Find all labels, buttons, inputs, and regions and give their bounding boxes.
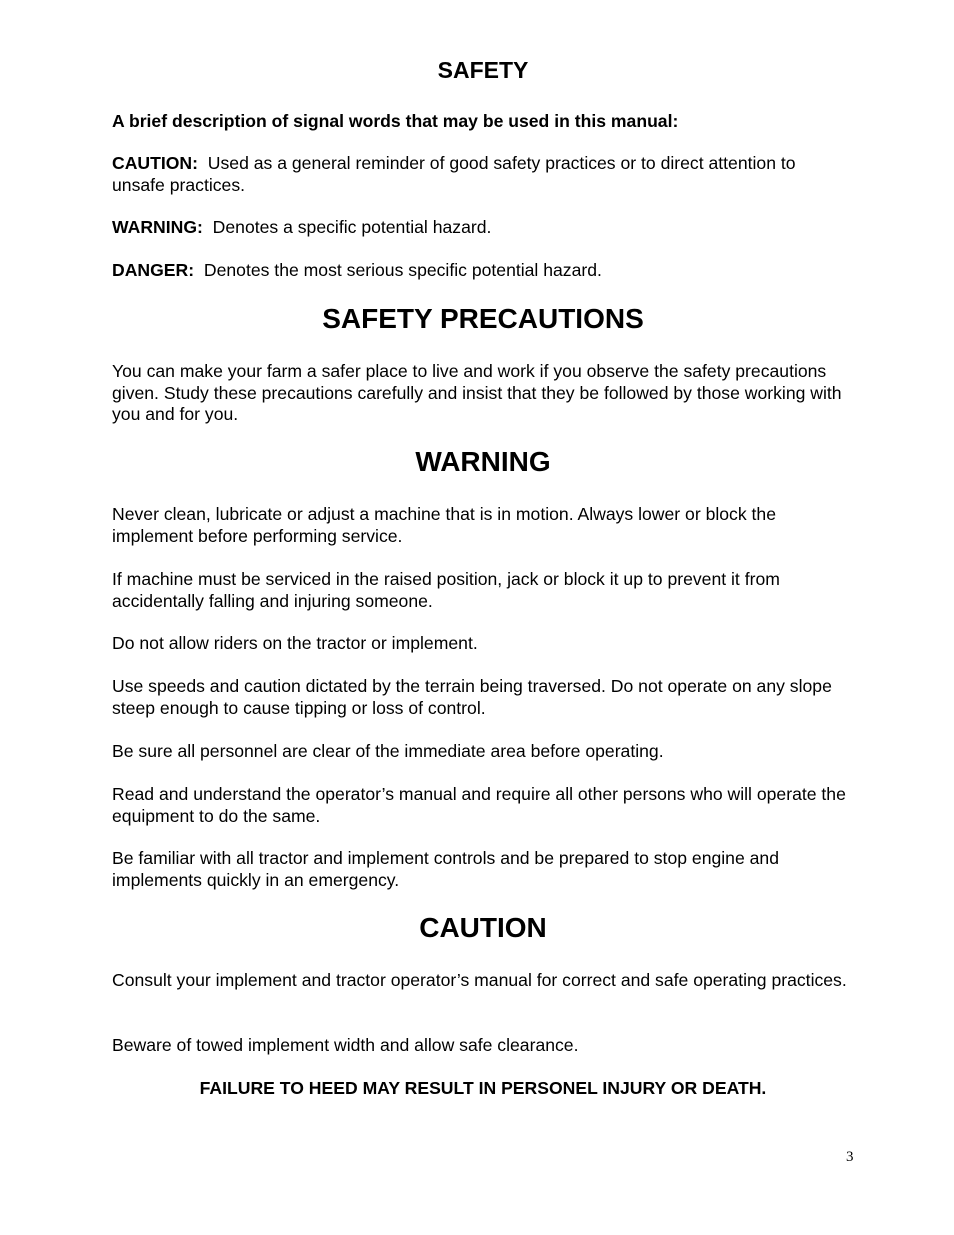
page-number: 3 bbox=[846, 1149, 854, 1165]
safety-precautions-heading: SAFETY PRECAUTIONS bbox=[322, 303, 644, 334]
signal-word-caution-term: CAUTION: bbox=[112, 153, 199, 173]
caution-item: Beware of towed implement width and allow safe clearance. bbox=[112, 1035, 579, 1055]
signal-word-danger bbox=[112, 260, 847, 282]
signal-word-caution bbox=[112, 153, 847, 196]
signal-word-caution-text: Used as a general reminder of good safety practices or to direct attention to unsafe practices. bbox=[112, 153, 796, 195]
signal-word-warning-text: Denotes a specific potential hazard. bbox=[212, 217, 492, 237]
warning-item: Be sure all personnel are clear of the immediate area before operating. bbox=[112, 741, 664, 761]
warning-item: Use speeds and caution dictated by the terrain being traversed. Do not operate on any slope steep enough to cause tipping or loss of control. bbox=[112, 676, 832, 718]
warning-item: If machine must be serviced in the raised position, jack or block it up to prevent it from accidentally falling and injuring someone. bbox=[112, 569, 780, 611]
signal-word-warning bbox=[112, 217, 847, 239]
warning-item: Never clean, lubricate or adjust a machine that is in motion. Always lower or block the implement before performing service. bbox=[112, 504, 776, 546]
failure-notice: FAILURE TO HEED MAY RESULT IN PERSONEL INJURY OR DEATH. bbox=[199, 1078, 767, 1098]
signal-word-danger-text: Denotes the most serious specific potential hazard. bbox=[203, 260, 602, 280]
warning-item: Read and understand the operator’s manual and require all other persons who will operate the equipment to do the same. bbox=[112, 784, 846, 826]
signal-word-warning-term: WARNING: bbox=[112, 217, 203, 237]
warning-item: Do not allow riders on the tractor or implement. bbox=[112, 633, 478, 653]
precautions-paragraph: You can make your farm a safer place to live and work if you observe the safety precautions given. Study these precautions carefully and insist that they be followed by those working with you and for you. bbox=[112, 361, 842, 424]
warning-item: Be familiar with all tractor and implement controls and be prepared to stop engine and implements quickly in an emergency. bbox=[112, 848, 779, 890]
caution-heading: CAUTION bbox=[419, 912, 547, 943]
signal-word-danger-term: DANGER: bbox=[112, 260, 195, 280]
warning-heading: WARNING bbox=[415, 446, 551, 477]
safety-heading: SAFETY bbox=[437, 57, 529, 83]
signal-words-intro: A brief description of signal words that may be used in this manual: bbox=[112, 111, 679, 131]
caution-item: Consult your implement and tractor operator’s manual for correct and safe operating practices. bbox=[112, 970, 847, 990]
